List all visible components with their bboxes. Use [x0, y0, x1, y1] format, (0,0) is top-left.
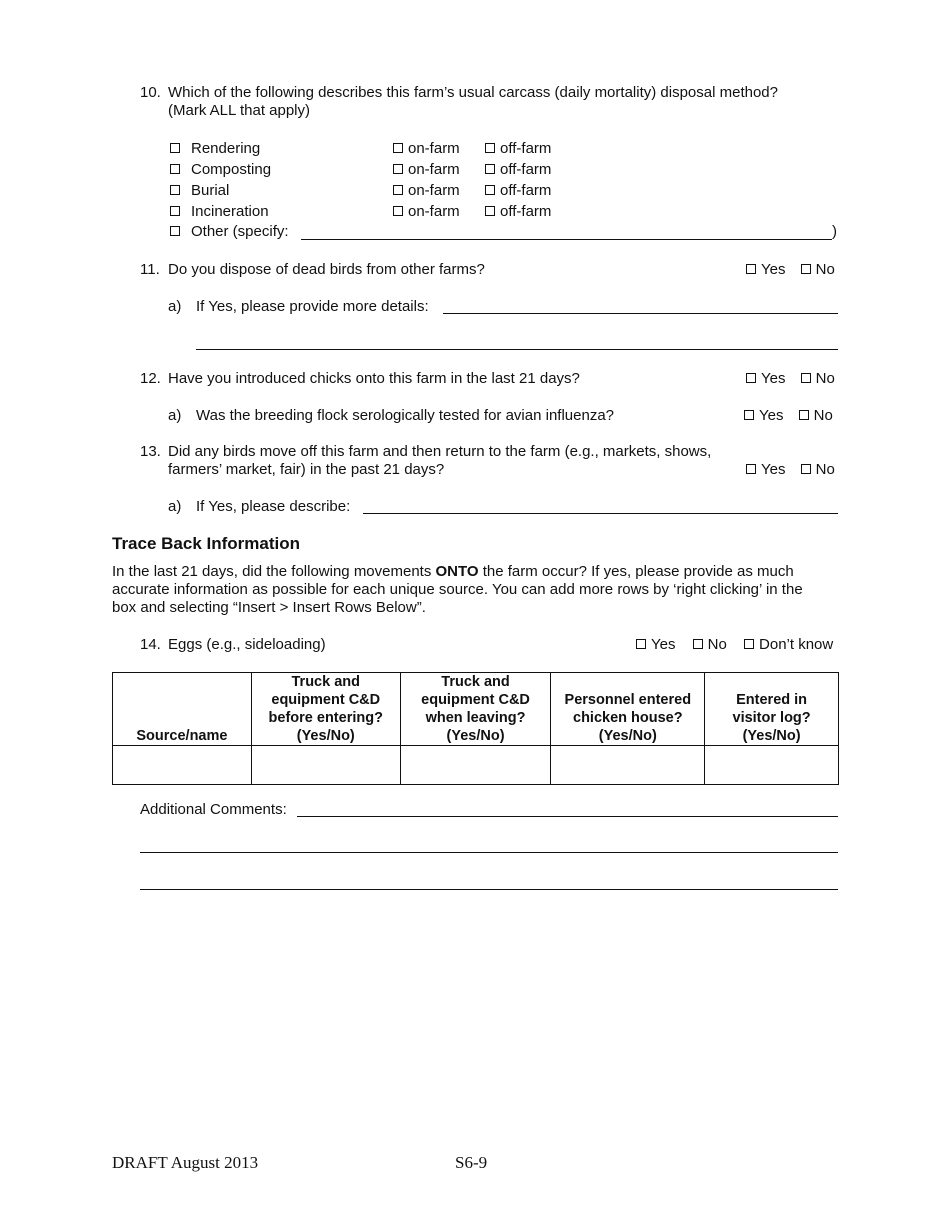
checkbox[interactable] [801, 373, 811, 383]
q13-text-line-1: Did any birds move off this farm and then return to the farm (e.g., markets, shows, [168, 443, 712, 460]
q12-answer [746, 370, 835, 388]
header-truck-before: Truck and equipment C&D before entering? (Yes/No) [251, 673, 400, 746]
q14-text: Eggs (e.g., sideloading) [168, 636, 326, 653]
checkbox[interactable] [746, 264, 756, 274]
comments-line-3[interactable] [140, 889, 838, 890]
checkbox[interactable] [393, 206, 403, 216]
header-personnel: Personnel entered chicken house? (Yes/No) [551, 673, 705, 746]
comments-line-1[interactable] [297, 816, 838, 817]
table-cell[interactable] [705, 746, 839, 785]
q11a-text: If Yes, please provide more details: [196, 298, 429, 315]
q11a-letter: a) [168, 298, 182, 315]
option-rendering[interactable]: Rendering [170, 140, 260, 158]
rendering-off-farm[interactable]: off-farm [485, 140, 551, 158]
dont-know-option[interactable]: Don’t know [744, 636, 833, 654]
checkbox[interactable] [170, 206, 180, 216]
comments-label: Additional Comments: [140, 801, 287, 818]
trace-intro-line-1: In the last 21 days, did the following movements ONTO the farm occur? If yes, please provide as much [112, 563, 794, 580]
option-composting[interactable]: Composting [170, 161, 271, 179]
checkbox[interactable] [170, 185, 180, 195]
q12-number: 12. [140, 370, 161, 387]
checkbox[interactable] [744, 410, 754, 420]
other-specify-line[interactable] [301, 239, 832, 240]
q13-number: 13. [140, 443, 161, 460]
q13a-describe-line[interactable] [363, 513, 838, 514]
yes-option[interactable]: Yes [636, 636, 675, 654]
checkbox[interactable] [393, 164, 403, 174]
no-option[interactable]: No [693, 636, 727, 654]
table-cell[interactable] [551, 746, 705, 785]
no-option[interactable]: No [801, 261, 835, 279]
yes-option[interactable]: Yes [746, 370, 785, 388]
checkbox[interactable] [746, 373, 756, 383]
checkbox[interactable] [801, 464, 811, 474]
yes-option[interactable]: Yes [744, 407, 783, 425]
checkbox[interactable] [485, 206, 495, 216]
table-row [113, 746, 839, 785]
checkbox[interactable] [485, 185, 495, 195]
checkbox[interactable] [799, 410, 809, 420]
page-number: S6-9 [455, 1153, 488, 1172]
q11-answer [746, 261, 835, 279]
q10-note: (Mark ALL that apply) [168, 102, 311, 119]
q13a-letter: a) [168, 498, 182, 515]
checkbox[interactable] [801, 264, 811, 274]
yes-option[interactable]: Yes [746, 261, 785, 279]
composting-on-farm[interactable]: on-farm [393, 161, 460, 179]
table-cell[interactable] [113, 746, 252, 785]
comments-line-2[interactable] [140, 852, 838, 853]
header-visitor-log: Entered in visitor log? (Yes/No) [705, 673, 839, 746]
no-option[interactable]: No [799, 407, 833, 425]
q14-answer [636, 636, 833, 654]
checkbox[interactable] [393, 185, 403, 195]
option-incineration[interactable]: Incineration [170, 203, 269, 221]
yes-option[interactable]: Yes [746, 461, 785, 479]
checkbox[interactable] [746, 464, 756, 474]
q11-text: Do you dispose of dead birds from other farms? [168, 261, 485, 278]
q12a-answer [744, 407, 833, 425]
checkbox[interactable] [636, 639, 646, 649]
rendering-on-farm[interactable]: on-farm [393, 140, 460, 158]
no-option[interactable]: No [801, 461, 835, 479]
checkbox[interactable] [170, 226, 180, 236]
q10-number: 10. [140, 84, 161, 101]
q12a-letter: a) [168, 407, 182, 424]
burial-off-farm[interactable]: off-farm [485, 182, 551, 200]
checkbox[interactable] [170, 164, 180, 174]
header-truck-leaving: Truck and equipment C&D when leaving? (Yes/No) [400, 673, 551, 746]
q12a-text: Was the breeding flock serologically tested for avian influenza? [196, 407, 615, 424]
q13-answer [746, 461, 835, 479]
checkbox[interactable] [485, 143, 495, 153]
table-cell[interactable] [400, 746, 551, 785]
q10-text: Which of the following describes this farm’s usual carcass (daily mortality) disposal method? [168, 84, 778, 101]
q11a-details-line-1[interactable] [443, 313, 838, 314]
table-header-row [113, 673, 839, 746]
composting-off-farm[interactable]: off-farm [485, 161, 551, 179]
checkbox[interactable] [393, 143, 403, 153]
q12-text: Have you introduced chicks onto this farm in the last 21 days? [168, 370, 580, 387]
checkbox[interactable] [170, 143, 180, 153]
checkbox[interactable] [744, 639, 754, 649]
header-source-name: Source/name [113, 673, 252, 746]
burial-on-farm[interactable]: on-farm [393, 182, 460, 200]
checkbox[interactable] [693, 639, 703, 649]
other-close-paren: ) [832, 223, 837, 240]
option-other[interactable]: Other (specify: [170, 223, 289, 241]
incineration-on-farm[interactable]: on-farm [393, 203, 460, 221]
option-burial[interactable]: Burial [170, 182, 229, 200]
no-option[interactable]: No [801, 370, 835, 388]
incineration-off-farm[interactable]: off-farm [485, 203, 551, 221]
trace-heading: Trace Back Information [112, 534, 301, 553]
q13a-text: If Yes, please describe: [196, 498, 351, 515]
trace-table [112, 672, 839, 785]
table-cell[interactable] [251, 746, 400, 785]
q11-number: 11. [140, 261, 160, 278]
q11a-details-line-2[interactable] [196, 349, 838, 350]
footer-draft-date: DRAFT August 2013 [112, 1153, 259, 1172]
checkbox[interactable] [485, 164, 495, 174]
trace-intro-line-2: accurate information as possible for each unique source. You can add more rows by ‘right clicking’ in the [112, 581, 803, 598]
trace-intro-line-3: box and selecting “Insert > Insert Rows Below”. [112, 599, 426, 616]
q13-text-line-2: farmers’ market, fair) in the past 21 days? [168, 461, 445, 478]
q14-number: 14. [140, 636, 161, 653]
